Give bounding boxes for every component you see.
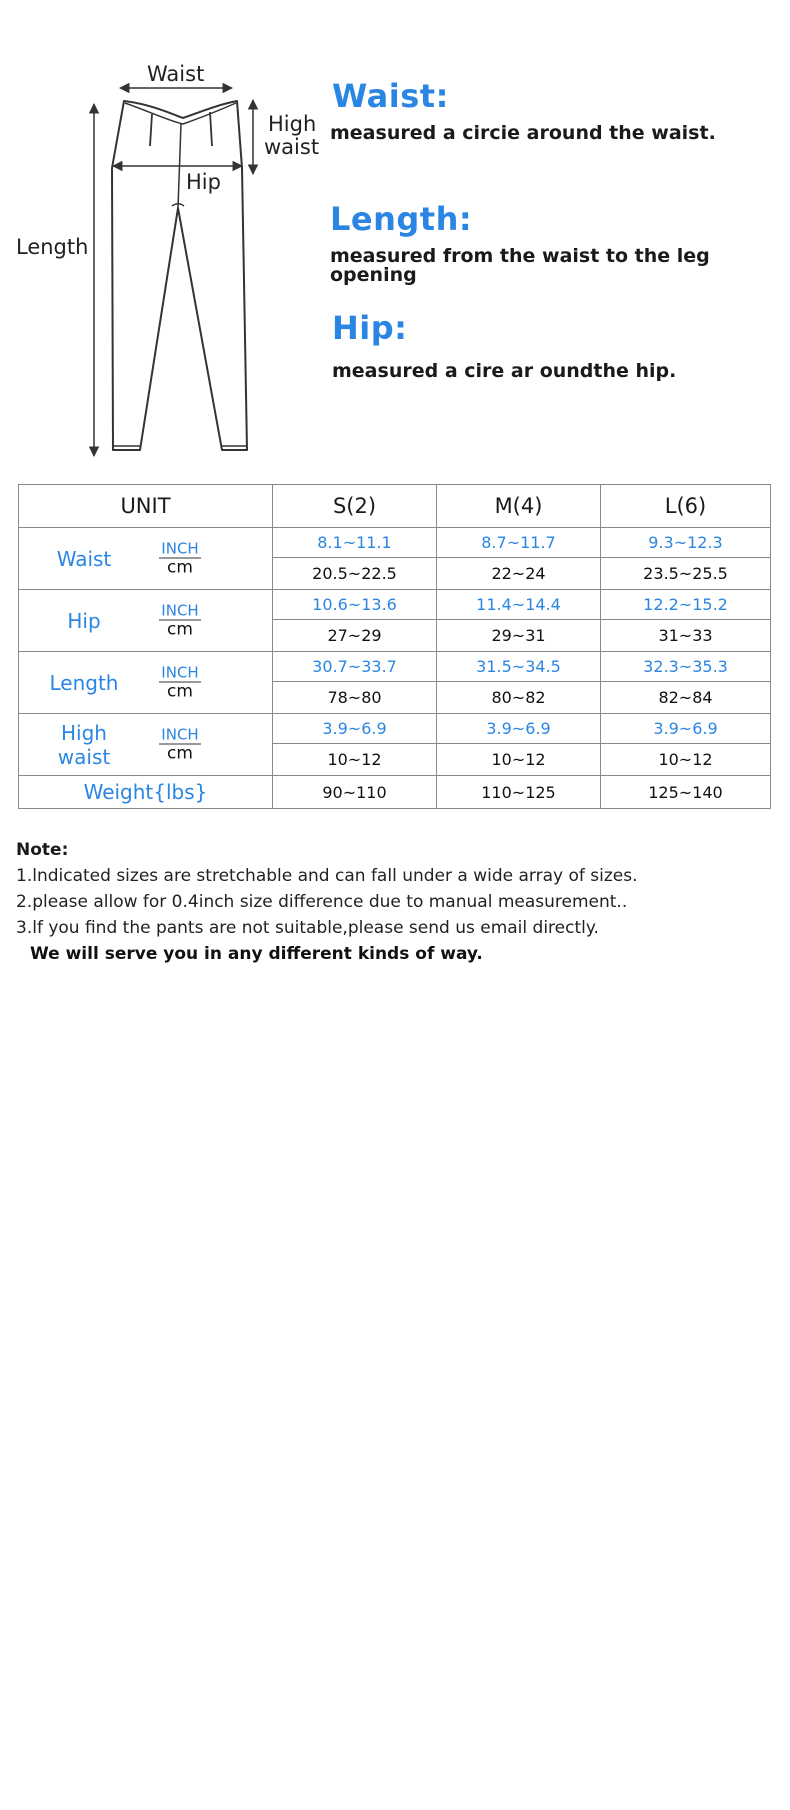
note-line-3: 3.lf you find the pants are not suitable,please send us email directly.: [16, 918, 599, 938]
cell-cm: 22~24: [437, 558, 601, 590]
unit-cm: cm: [167, 619, 193, 639]
unit-stack: [159, 541, 201, 576]
row-label-waist: [19, 528, 273, 590]
measurement-diagram: [0, 0, 790, 470]
cell-cm: 23.5~25.5: [601, 558, 771, 590]
row-name-line-2: waist: [57, 744, 111, 769]
diagram-label-waist-2: waist: [264, 135, 320, 159]
cell-inch: 12.2~15.2: [601, 590, 771, 620]
cell-cm: 80~82: [437, 682, 601, 714]
cell-cm: 27~29: [273, 620, 437, 652]
definition-title-length: Length:: [330, 200, 473, 238]
definition-text-waist: measured a circie around the waist.: [330, 122, 716, 144]
unit-stack: [159, 727, 201, 762]
header-size-s: S(2): [273, 485, 437, 528]
row-name: Length: [49, 670, 119, 695]
row-label-weight: Weight{lbs}: [19, 776, 273, 809]
definition-title-waist: Waist:: [332, 77, 449, 115]
cell-inch: 3.9~6.9: [601, 714, 771, 744]
unit-inch: INCH: [159, 603, 201, 620]
unit-cm: cm: [167, 743, 193, 763]
cell-cm: 10~12: [273, 744, 437, 776]
unit-inch: INCH: [159, 665, 201, 682]
table-row: [19, 528, 771, 558]
unit-stack: [159, 603, 201, 638]
notes-section: [16, 840, 776, 964]
cell-cm: 29~31: [437, 620, 601, 652]
row-label-high-waist: [19, 714, 273, 776]
cell-inch: 11.4~14.4: [437, 590, 601, 620]
cell-inch: 10.6~13.6: [273, 590, 437, 620]
diagram-label-length: Length: [16, 235, 89, 259]
cell-weight: 110~125: [437, 776, 601, 809]
cell-inch: 32.3~35.3: [601, 652, 771, 682]
cell-cm: 10~12: [601, 744, 771, 776]
row-name: Hip: [67, 608, 101, 633]
cell-inch: 9.3~12.3: [601, 528, 771, 558]
table-row-weight: [19, 776, 771, 809]
cell-inch: 3.9~6.9: [437, 714, 601, 744]
unit-inch: INCH: [159, 727, 201, 744]
cell-inch: 8.7~11.7: [437, 528, 601, 558]
definition-title-hip: Hip:: [332, 309, 408, 347]
note-line-2: 2.please allow for 0.4inch size difference due to manual measurement..: [16, 892, 628, 912]
cell-inch: 3.9~6.9: [273, 714, 437, 744]
cell-cm: 78~80: [273, 682, 437, 714]
unit-cm: cm: [167, 681, 193, 701]
unit-cm: cm: [167, 557, 193, 577]
cell-cm: 82~84: [601, 682, 771, 714]
header-size-l: L(6): [601, 485, 771, 528]
row-name: [19, 721, 149, 769]
diagram-label-waist: Waist: [147, 62, 205, 86]
diagram-label-hip: Hip: [186, 170, 221, 194]
note-line-1: 1.lndicated sizes are stretchable and can fall under a wide array of sizes.: [16, 866, 638, 886]
size-table: [18, 484, 771, 809]
cell-inch: 30.7~33.7: [273, 652, 437, 682]
unit-inch: INCH: [159, 541, 201, 558]
table-header-row: [19, 485, 771, 528]
diagram-label-high: High: [268, 112, 317, 136]
unit-stack: [159, 665, 201, 700]
row-name-line-1: High: [61, 720, 107, 745]
cell-cm: 31~33: [601, 620, 771, 652]
cell-cm: 10~12: [437, 744, 601, 776]
table-row: [19, 714, 771, 744]
notes-title: Note:: [16, 840, 69, 860]
row-name: Waist: [56, 546, 112, 571]
cell-inch: 8.1~11.1: [273, 528, 437, 558]
note-final: We will serve you in any different kinds of way.: [30, 944, 483, 964]
definition-text-hip: measured a cire ar oundthe hip.: [332, 360, 677, 382]
row-label-length: [19, 652, 273, 714]
cell-weight: 125~140: [601, 776, 771, 809]
header-size-m: M(4): [437, 485, 601, 528]
cell-cm: 20.5~22.5: [273, 558, 437, 590]
definition-text-length: measured from the waist to the leg opening: [330, 245, 710, 286]
cell-inch: 31.5~34.5: [437, 652, 601, 682]
table-row: [19, 652, 771, 682]
header-unit: UNIT: [19, 485, 273, 528]
cell-weight: 90~110: [273, 776, 437, 809]
row-label-hip: [19, 590, 273, 652]
table-row: [19, 590, 771, 620]
